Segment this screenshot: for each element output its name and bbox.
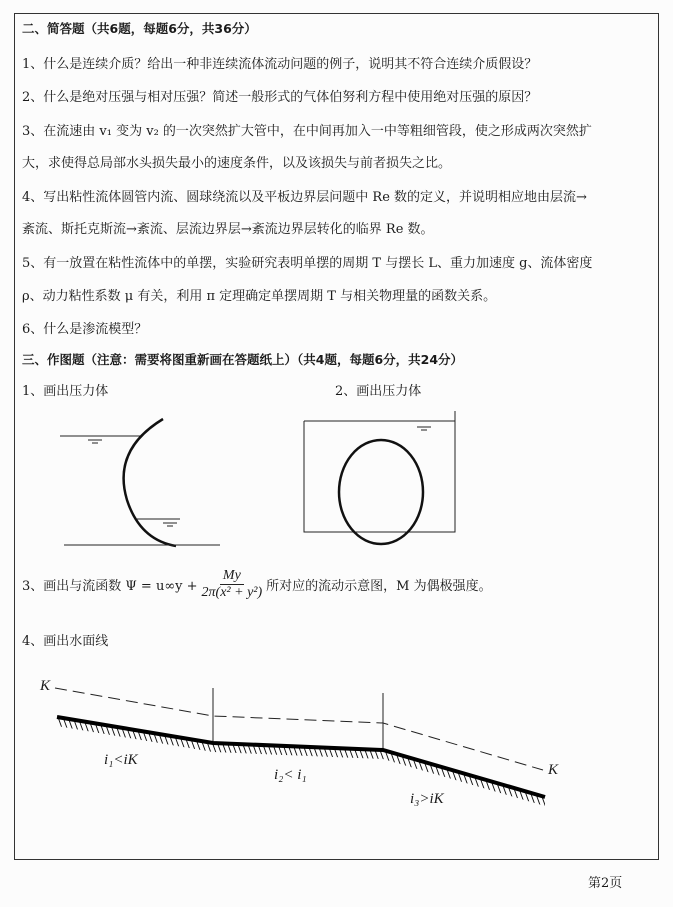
question-1: 1、什么是连续介质？给出一种非连续流体流动问题的例子，说明其不符合连续介质假设？ <box>22 57 538 72</box>
critical-line-label-left: K <box>40 678 51 694</box>
question-3-line1: 3、在流速由 v₁ 变为 v₂ 的一次突然扩大管中，在中间再加入一中等粗细管段，使之形成两次突然扩 <box>22 124 592 139</box>
water-level-symbol <box>163 523 177 526</box>
diagram-2-cylinder-in-tank <box>304 411 455 544</box>
question-3-line2: 大，求使得总局部水头损失最小的速度条件，以及该损失与前者损失之比。 <box>22 156 452 171</box>
section2-heading: 二、简答题（共6题，每题6分，共36分） <box>22 21 257 36</box>
slope-1-label: i₁<iK <box>104 752 138 768</box>
fraction-denominator: 2π(x² + y²) <box>201 585 263 600</box>
problem-2-label: 2、画出压力体 <box>335 384 422 399</box>
question-2: 2、什么是绝对压强与相对压强？简述一般形式的气体伯努利方程中使用绝对压强的原因？ <box>22 90 538 105</box>
page-number: 第2页 <box>588 876 623 891</box>
question-6: 6、什么是渗流模型？ <box>22 322 148 337</box>
problem-1-label: 1、画出压力体 <box>22 384 109 399</box>
slope-2-label: i₂< i₁ <box>274 767 307 783</box>
diagram-1-curved-wall <box>60 419 220 546</box>
question-4-line2: 紊流、斯托克斯流→紊流、层流边界层→紊流边界层转化的临界 Re 数。 <box>22 222 434 237</box>
critical-line-label-right: K <box>548 762 559 778</box>
slope-3-label: i₃>iK <box>410 791 444 807</box>
section3-heading: 三、作图题（注意：需要将图重新画在答题纸上）（共4题，每题6分，共24分） <box>22 352 464 367</box>
question-4-line1: 4、写出粘性流体圆管内流、圆球绕流以及平板边界层问题中 Re 数的定义，并说明相应地由层流→ <box>22 190 587 205</box>
problem-3-prefix: 3、画出与流函数 Ψ = u∞y + <box>22 579 198 594</box>
diagram-4-water-surface-profile <box>55 688 545 806</box>
problem-4-label: 4、画出水面线 <box>22 634 109 649</box>
water-level-symbol <box>417 427 431 430</box>
fraction-numerator: My <box>220 568 244 585</box>
water-level-symbol <box>88 440 102 443</box>
question-5-line2: ρ、动力粘性系数 μ 有关，利用 π 定理确定单摆周期 T 与相关物理量的函数关系。 <box>22 289 497 304</box>
question-5-line1: 5、有一放置在粘性流体中的单摆，实验研究表明单摆的周期 T 与摆长 L、重力加速度 g、流体密度 <box>22 256 593 271</box>
problem-3-suffix: 所对应的流动示意图，M 为偶极强度。 <box>266 579 492 594</box>
